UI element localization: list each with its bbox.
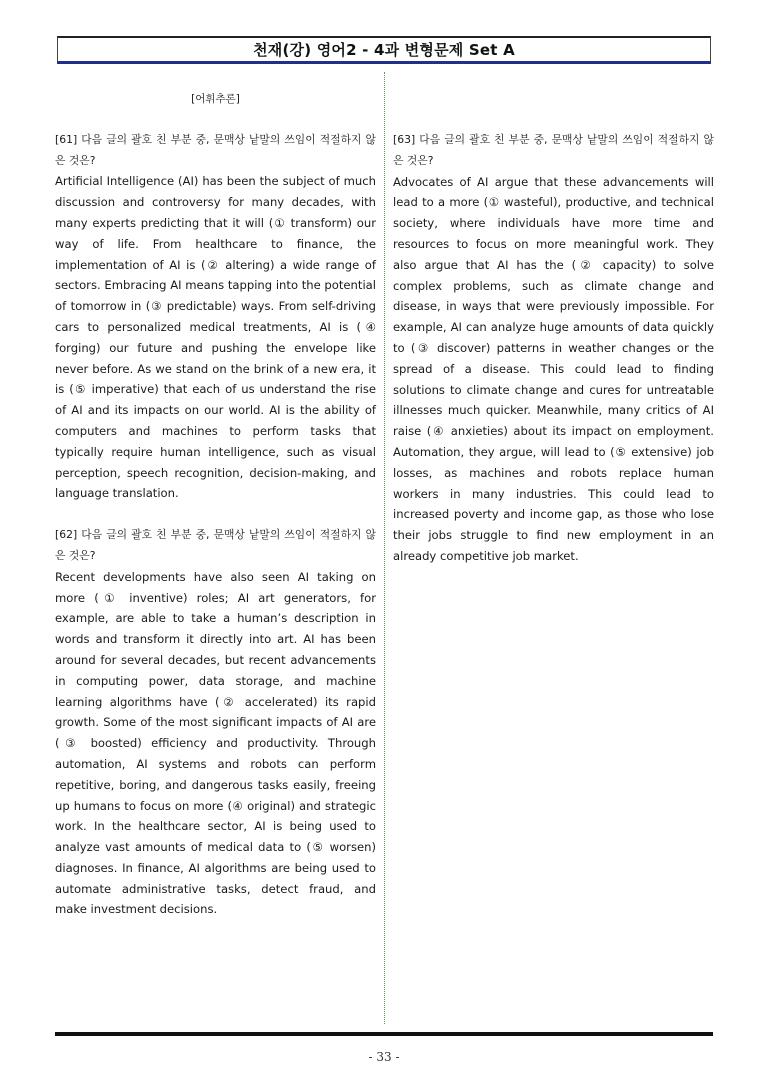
right-column <box>393 130 714 567</box>
page-header <box>57 36 711 64</box>
question-prompt: [63] 다음 글의 괄호 친 부분 중, 문맥상 낱말의 쓰임이 적절하지 않은 것은? <box>393 133 714 167</box>
column-divider <box>384 72 385 1024</box>
question-61 <box>55 130 376 504</box>
question-62 <box>55 525 376 920</box>
footer-rule <box>55 1032 713 1036</box>
question-passage: Advocates of AI argue that these advancements will lead to a more (① wasteful), productive, and technical society, where individuals have more time and resources to focus on more meaningful work. They also argue that AI has the (② capacity) to solve complex problems, such as climate change and disease, in ways that were previously impossible. For example, AI can analyze huge amounts of data quickly to (③ discover) patterns in weather changes or the spread of a disease. This could lead to finding solutions to climate change and cures for untreatable illnesses much quicker. Meanwhile, many critics of AI raise (④ anxieties) about its impact on employment. Automation, they argue, will lead to (⑤ extensive) job losses, as machines and robots replace human workers in many industries. This could lead to increased poverty and income gap, as those who lose their jobs struggle to find new employment in an already competitive job market. <box>393 174 714 563</box>
question-passage: Artificial Intelligence (AI) has been the subject of much discussion and controversy for many decades, with many experts predicting that it will (① transform) our way of life. From healthcare to finance, the implementation of AI is (② altering) a wide range of sectors. Embracing AI means tapping into the potential of tomorrow in (③ predictable) ways. From self-driving cars to personalized medical treatments, AI is (④ forging) our future and pushing the envelope like never before. As we stand on the brink of a new era, it is (⑤ imperative) that each of us understand the rise of AI and its impacts on our world. AI is the ability of computers and machines to perform tasks that typically require human intelligence, such as visual perception, speech recognition, decision-making, and language translation. <box>55 174 377 501</box>
question-63 <box>393 130 714 567</box>
page-title: 천재(강) 영어2 - 4과 변형문제 Set A <box>253 41 515 59</box>
question-prompt: [62] 다음 글의 괄호 친 부분 중, 문맥상 낱말의 쓰임이 적절하지 않은 것은? <box>55 528 376 562</box>
section-label: [어휘추론] <box>191 93 240 105</box>
page-number: - 33 - <box>368 1050 400 1064</box>
question-passage: Recent developments have also seen AI taking on more (① inventive) roles; AI art generators, for example, are able to take a human’s description in words and transform it directly into art. AI has been around for several decades, but recent advancements in computing power, data storage, and machine learning algorithms have (② accelerated) its rapid growth. Some of the most significant impacts of AI are (③ boosted) efficiency and productivity. Through automation, AI systems and robots can perform repetitive, boring, and dangerous tasks easily, freeing up humans to focus on more (④ original) and strategic work. In the healthcare sector, AI is being used to analyze vast amounts of medical data to (⑤ worsen) diagnoses. In finance, AI algorithms are being used to automate administrative tasks, detect fraud, and make investment decisions. <box>55 569 376 917</box>
left-column <box>55 89 376 920</box>
question-prompt: [61] 다음 글의 괄호 친 부분 중, 문맥상 낱말의 쓰임이 적절하지 않은 것은? <box>55 132 376 167</box>
